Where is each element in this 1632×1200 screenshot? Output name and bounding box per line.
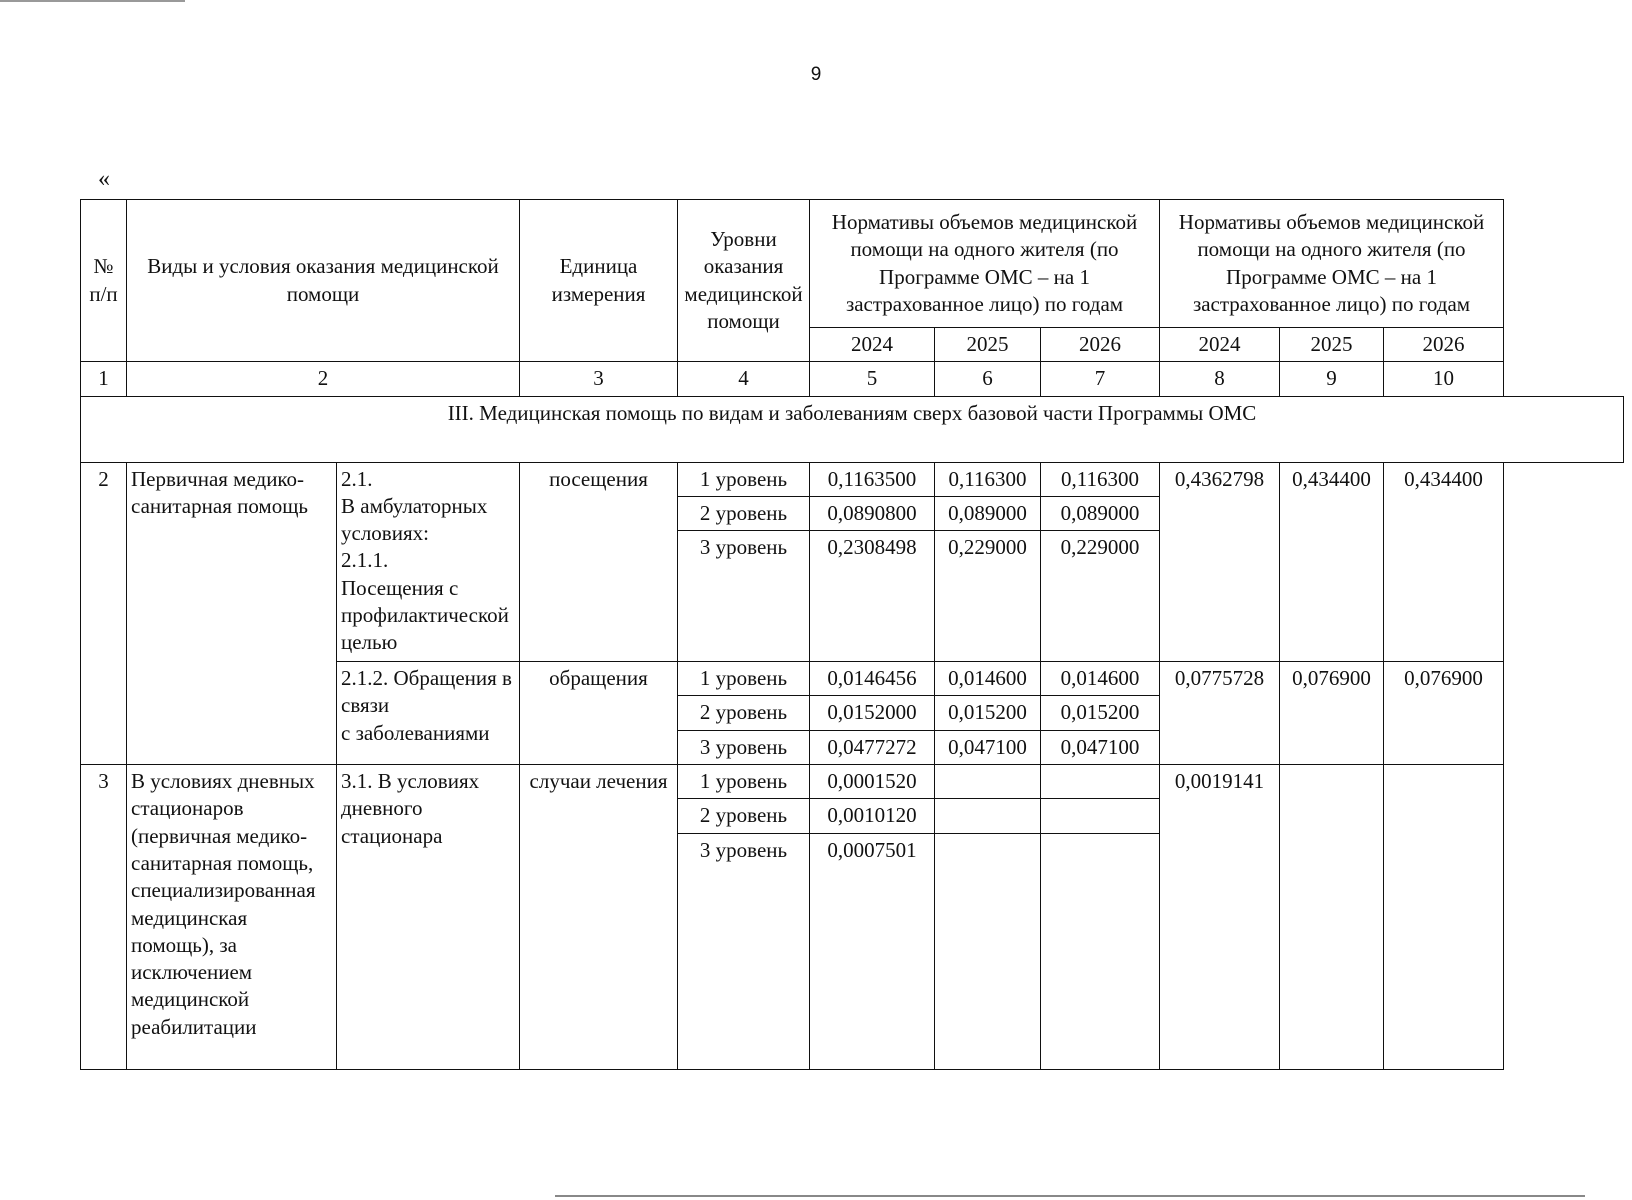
value-cell: 0,047100 [1041,730,1160,764]
header-year: 2025 [1280,328,1384,362]
value-cell [1041,833,1160,1069]
level-cell: 2 уровень [678,696,810,730]
column-number: 5 [810,362,935,396]
total-cell: 0,434400 [1384,462,1504,662]
level-cell: 1 уровень [678,662,810,696]
header-year: 2024 [810,328,935,362]
value-cell: 0,0146456 [810,662,935,696]
header-norms-group-1: Нормативы объемов медицинской помощи на одного жителя (по Программе ОМС – на 1 застрахованное лицо) по годам [810,200,1160,328]
level-cell: 1 уровень [678,462,810,496]
value-cell: 0,0010120 [810,799,935,833]
header-year: 2025 [935,328,1041,362]
total-cell: 0,4362798 [1160,462,1280,662]
value-cell [1041,765,1160,799]
column-number: 7 [1041,362,1160,396]
level-cell: 3 уровень [678,531,810,662]
level-cell: 1 уровень [678,765,810,799]
volume-norms-table [80,199,1624,1070]
scan-edge-bottom [555,1195,1585,1197]
header-unit: Единица измерения [520,200,678,362]
value-cell: 0,015200 [935,696,1041,730]
column-number: 2 [127,362,520,396]
page-number: 9 [810,64,822,85]
header-norms-group-2: Нормативы объемов медицинской помощи на одного жителя (по Программе ОМС – на 1 застрахованное лицо) по годам [1160,200,1504,328]
total-cell: 0,076900 [1384,662,1504,765]
care-subtype: 3.1. В условиях дневного стационара [337,765,520,1070]
care-type: В условиях дневных стационаров (первичная медико-санитарная помощь, специализированная медицинская помощь), за исключением медицинской реабилитации [127,765,337,1070]
value-cell [935,799,1041,833]
value-cell: 0,014600 [1041,662,1160,696]
value-cell [935,833,1041,1069]
total-cell: 0,434400 [1280,462,1384,662]
column-number: 4 [678,362,810,396]
unit-cell: случаи лечения [520,765,678,1070]
row-no: 3 [81,765,127,1070]
level-cell: 2 уровень [678,496,810,530]
value-cell: 0,015200 [1041,696,1160,730]
column-number: 9 [1280,362,1384,396]
total-cell: 0,0775728 [1160,662,1280,765]
unit-cell: обращения [520,662,678,765]
value-cell: 0,014600 [935,662,1041,696]
value-cell: 0,0152000 [810,696,935,730]
header-year: 2026 [1384,328,1504,362]
total-cell: 0,0019141 [1160,765,1280,1070]
care-subtype: 2.1.2. Обращения в связи с заболеваниями [337,662,520,765]
value-cell: 0,2308498 [810,531,935,662]
header-levels: Уровни оказания медицинской помощи [678,200,810,362]
level-cell: 3 уровень [678,833,810,1069]
value-cell [1041,799,1160,833]
value-cell: 0,1163500 [810,462,935,496]
column-number: 8 [1160,362,1280,396]
value-cell: 0,089000 [1041,496,1160,530]
unit-cell: посещения [520,462,678,662]
total-cell [1384,765,1504,1070]
value-cell: 0,0890800 [810,496,935,530]
value-cell: 0,0007501 [810,833,935,1069]
section-title: III. Медицинская помощь по видам и заболеваниям сверх базовой части Программы ОМС [81,396,1624,462]
opening-quote: « [98,166,110,192]
value-cell: 0,089000 [935,496,1041,530]
header-year: 2024 [1160,328,1280,362]
column-number: 6 [935,362,1041,396]
care-subtype: 2.1. В амбулаторных условиях: 2.1.1. Посещения с профилактической целью [337,462,520,662]
value-cell: 0,116300 [1041,462,1160,496]
column-number: 1 [81,362,127,396]
header-types: Виды и условия оказания медицинской помощи [127,200,520,362]
value-cell: 0,229000 [935,531,1041,662]
level-cell: 2 уровень [678,799,810,833]
value-cell: 0,0001520 [810,765,935,799]
row-no: 2 [81,462,127,764]
column-number: 3 [520,362,678,396]
total-cell: 0,076900 [1280,662,1384,765]
value-cell: 0,116300 [935,462,1041,496]
value-cell: 0,0477272 [810,730,935,764]
value-cell: 0,047100 [935,730,1041,764]
level-cell: 3 уровень [678,730,810,764]
care-type: Первичная медико-санитарная помощь [127,462,337,764]
scan-edge-top [0,0,185,2]
value-cell [935,765,1041,799]
value-cell: 0,229000 [1041,531,1160,662]
column-number: 10 [1384,362,1504,396]
total-cell [1280,765,1384,1070]
header-no: № п/п [81,200,127,362]
header-year: 2026 [1041,328,1160,362]
